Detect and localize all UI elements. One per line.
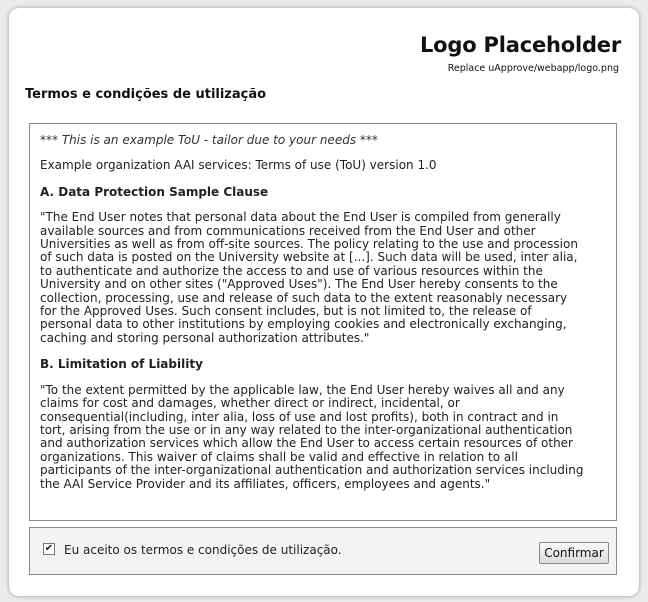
text-line: the AAI Service Provider and its affiliates, officers, employees and agents." xyxy=(40,476,491,491)
text-line: available sources and from communications received from the End User and other xyxy=(40,223,536,238)
text-line: University and on other sites ("Approved Uses"). The End User hereby consents to the xyxy=(40,277,558,292)
text-line: claims for cost and damages, whether direct or indirect, incidental, or xyxy=(40,396,460,411)
section-a-heading: A. Data Protection Sample Clause xyxy=(40,184,269,199)
tou-intro: *** This is an example ToU - tailor due to your needs *** xyxy=(40,133,378,147)
logo-placeholder: Logo Placeholder xyxy=(419,33,621,57)
text-line: of such data is posted on the University website at [...]. Such data will be used, inter alia, xyxy=(40,250,578,265)
accept-label[interactable]: Eu aceito os termos e condições de utilização. xyxy=(64,543,342,557)
text-line: organizations. This waiver of claims shall be valid and effective in relation to all xyxy=(40,449,518,464)
text-line: consequential(including, inter alia, loss of use and lost profits), both in contract and in xyxy=(40,409,559,424)
text-line: Universities as well as from off-site sources. The policy relating to the use and procession xyxy=(40,237,578,252)
accept-bar xyxy=(29,527,617,575)
text-line: personal data to other institutions by employing cookies and electronically exchanging, xyxy=(40,317,567,332)
section-b-heading: B. Limitation of Liability xyxy=(40,357,203,372)
text-line: tort, arising from the use or in any way related to the inter-organizational authentication xyxy=(40,422,573,437)
text-line: collection, processing, use and release of such data to the extent reasonably necessary xyxy=(40,290,568,305)
terms-of-use-box[interactable] xyxy=(29,123,617,521)
text-line: caching and storing personal authorization attributes." xyxy=(40,330,370,345)
text-line: "The End User notes that personal data about the End User is compiled from generally xyxy=(40,210,561,225)
confirm-button[interactable]: Confirmar xyxy=(539,542,609,564)
text-line: participants of the inter-organizational authentication and authorization services including xyxy=(40,463,584,478)
tou-org-line: Example organization AAI services: Terms of use (ToU) version 1.0 xyxy=(40,158,437,173)
text-line: to authenticate and authorize the access to and use of various resources within the xyxy=(40,263,543,278)
logo-hint: Replace uApprove/webapp/logo.png xyxy=(447,63,619,74)
text-line: and authorization services which allow the End User to access certain resources of other xyxy=(40,436,573,451)
accept-checkbox[interactable]: ✔ xyxy=(44,543,54,554)
uapprove-card xyxy=(9,8,639,596)
text-line: for the Approved Uses. Such consent includes, but is not limited to, the release of xyxy=(40,304,532,319)
section-a-text xyxy=(40,211,606,345)
text-line: "To the extent permitted by the applicable law, the End User hereby waives all and any xyxy=(40,382,565,397)
section-b-text xyxy=(40,384,606,491)
page-title: Termos e condições de utilização xyxy=(25,87,267,102)
